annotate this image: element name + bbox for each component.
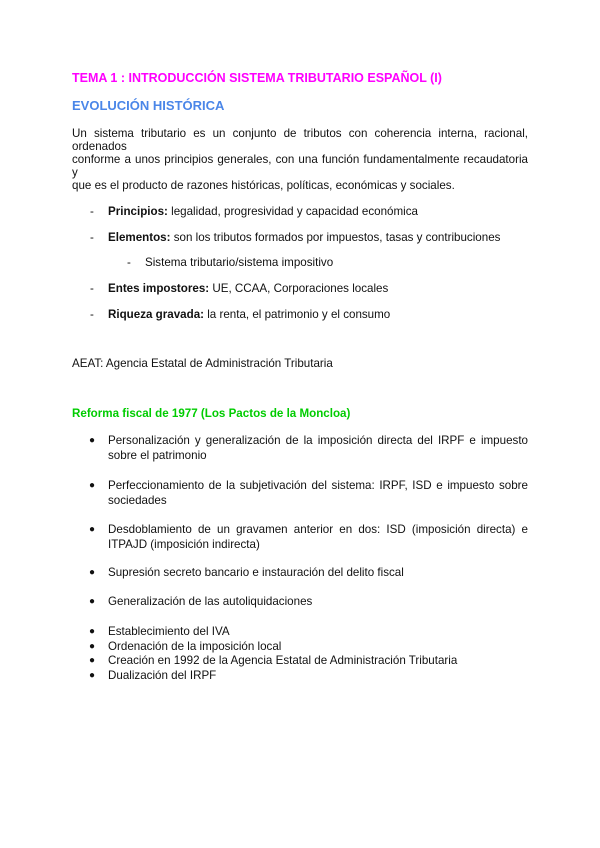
bullet-marker: ● <box>89 480 96 491</box>
list-item-elementos <box>108 231 500 244</box>
bullet-marker: ● <box>89 641 96 652</box>
bullet-marker: ● <box>89 626 96 637</box>
bullet-marker: ● <box>89 435 96 446</box>
dash-marker: - <box>90 308 94 321</box>
list-item: Personalización y generalización de la imposición directa del IRPF e impuesto sobre el patrimonio <box>108 434 528 462</box>
dash-marker: - <box>90 231 94 244</box>
list-subitem: Sistema tributario/sistema impositivo <box>145 256 334 269</box>
item-text: legalidad, progresividad y capacidad económica <box>167 205 418 218</box>
section-heading-evolucion: EVOLUCIÓN HISTÓRICA <box>72 98 225 113</box>
item-label: Principios: <box>108 205 168 218</box>
intro-line: que es el producto de razones históricas, políticas, económicas y sociales. <box>72 179 455 192</box>
item-label: Riqueza gravada: <box>108 308 204 321</box>
intro-line: Un sistema tributario es un conjunto de tributos con coherencia interna, racional, ordenados <box>72 127 528 153</box>
list-item: Supresión secreto bancario e instauración del delito fiscal <box>108 566 404 579</box>
list-item: Ordenación de la imposición local <box>108 640 282 653</box>
bullet-marker: ● <box>89 596 96 607</box>
bullet-marker: ● <box>89 655 96 666</box>
bullet-marker: ● <box>89 670 96 681</box>
item-label: Entes impostores: <box>108 282 210 295</box>
list-item: Perfeccionamiento de la subjetivación del sistema: IRPF, ISD e impuesto sobre sociedades <box>108 479 528 507</box>
item-text: la renta, el patrimonio y el consumo <box>204 308 391 321</box>
bullet-marker: ● <box>89 567 96 578</box>
list-item: Creación en 1992 de la Agencia Estatal de Administración Tributaria <box>108 654 458 667</box>
intro-paragraph <box>72 127 528 205</box>
section-title-reforma: Reforma fiscal de 1977 (Los Pactos de la Moncloa) <box>72 407 351 420</box>
item-text: son los tributos formados por impuestos, tasas y contribuciones <box>170 231 501 244</box>
list-item-riqueza <box>108 308 390 321</box>
dash-marker: - <box>90 282 94 295</box>
list-item: Generalización de las autoliquidaciones <box>108 595 313 608</box>
list-item: Establecimiento del IVA <box>108 625 230 638</box>
list-item-entes <box>108 282 388 295</box>
intro-line: conforme a unos principios generales, con una función fundamentalmente recaudatoria y <box>72 153 528 179</box>
bullet-marker: ● <box>89 524 96 535</box>
dash-marker: - <box>90 205 94 218</box>
item-label: Elementos: <box>108 231 171 244</box>
item-text: UE, CCAA, Corporaciones locales <box>209 282 389 295</box>
aeat-note: AEAT: Agencia Estatal de Administración Tributaria <box>72 357 333 370</box>
list-item: Desdoblamiento de un gravamen anterior en dos: ISD (imposición directa) e ITPAJD (imposición indirecta) <box>108 523 528 551</box>
list-item-principios <box>108 205 418 218</box>
list-item: Dualización del IRPF <box>108 669 217 682</box>
document-title: TEMA 1 : INTRODUCCIÓN SISTEMA TRIBUTARIO ESPAÑOL (I) <box>72 71 442 85</box>
dash-marker: - <box>127 256 131 269</box>
